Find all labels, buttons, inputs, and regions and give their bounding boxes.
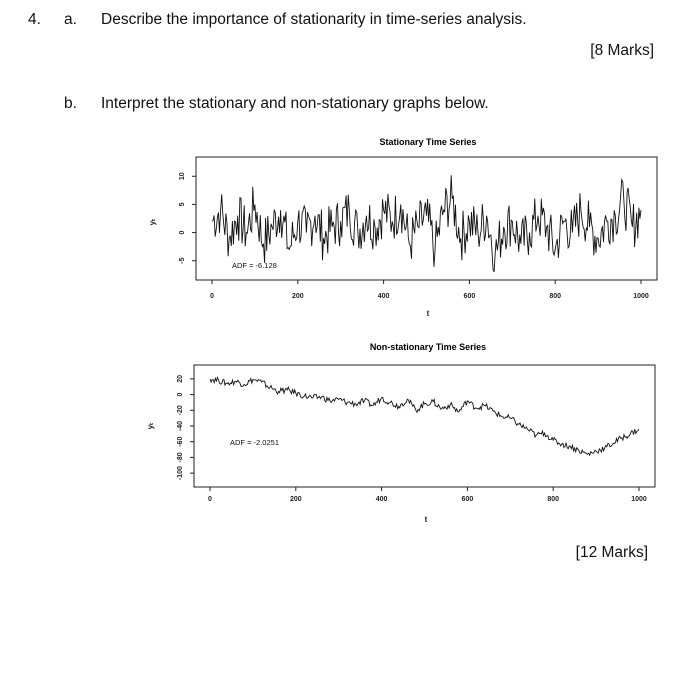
nonstationary-ytick-label: -40	[177, 420, 184, 432]
nonstationary-xtick-label: 200	[289, 496, 302, 503]
nonstationary-ytick-label: -20	[177, 405, 184, 416]
part-b-marks: [12 Marks]	[575, 544, 648, 561]
stationary-xtick-label: 600	[463, 293, 476, 300]
nonstationary-ytick-label: 20	[177, 374, 184, 383]
stationary-ytick-label: -5	[179, 257, 186, 264]
nonstationary-plot-frame	[194, 365, 655, 487]
part-a-text: Describe the importance of stationarity in time-series analysis.	[101, 11, 527, 28]
part-b-text: Interpret the stationary and non-stationary graphs below.	[101, 95, 489, 112]
stationary-xtick-label: 200	[291, 293, 304, 300]
stationary-xlabel: t	[426, 309, 430, 318]
part-a-marks: [8 Marks]	[590, 42, 654, 59]
nonstationary-xtick-label: 0	[208, 496, 212, 503]
nonstationary-xtick-label: 800	[547, 496, 560, 503]
nonstationary-chart	[0, 335, 690, 530]
stationary-xtick-label: 800	[549, 293, 562, 300]
part-b-label: b.	[64, 95, 77, 112]
nonstationary-ylabel: yₜ	[146, 422, 155, 430]
nonstationary-ytick-label: -80	[177, 452, 184, 463]
stationary-chart-title: Stationary Time Series	[379, 137, 477, 147]
stationary-ytick-label: 5	[179, 202, 186, 207]
nonstationary-adf-annotation: ADF = -2.0251	[230, 438, 279, 447]
stationary-xtick-label: 0	[210, 293, 214, 300]
nonstationary-xlabel: t	[424, 515, 428, 524]
stationary-ytick-label: 0	[179, 230, 186, 235]
stationary-ytick-label: 10	[179, 172, 186, 181]
nonstationary-xtick-label: 1000	[631, 496, 647, 503]
nonstationary-xtick-label: 600	[461, 496, 474, 503]
nonstationary-ytick-label: -100	[177, 466, 184, 481]
nonstationary-ytick-label: 0	[177, 392, 184, 397]
stationary-xtick-label: 400	[377, 293, 390, 300]
question-number: 4.	[28, 11, 41, 28]
nonstationary-chart-title: Non-stationary Time Series	[369, 342, 487, 352]
stationary-chart	[0, 120, 690, 330]
stationary-xtick-label: 1000	[633, 293, 649, 300]
stationary-series-line	[212, 175, 641, 272]
stationary-ylabel: yₜ	[148, 218, 157, 226]
stationary-adf-annotation: ADF = -6.128	[232, 261, 277, 270]
nonstationary-ytick-label: -60	[177, 436, 184, 447]
nonstationary-xtick-label: 400	[375, 496, 388, 503]
part-a-label: a.	[64, 11, 77, 28]
